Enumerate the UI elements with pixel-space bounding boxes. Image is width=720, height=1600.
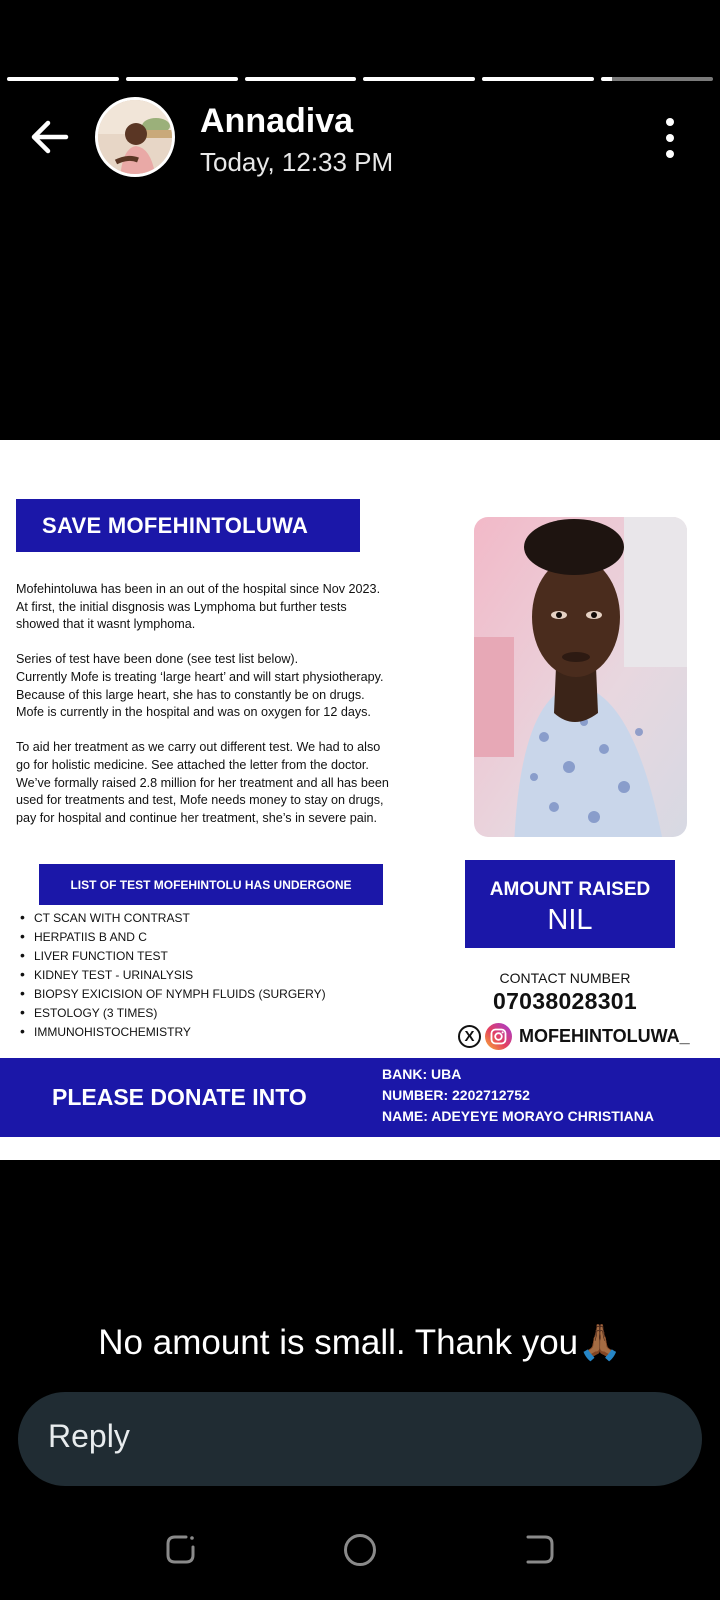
list-item: • BIOPSY EXICISION OF NYMPH FLUIDS (SURGERY)	[20, 984, 326, 1003]
poster-paragraph: To aid her treatment as we carry out different test. We had to also go for holistic medicine. See attached the letter from the doctor. We’ve formally raised 2.8 million for her treatment and all has been used for treatments and test, Mofe needs money to stay on drugs, pay for hospital and continue her treatment, she’s in severe pain.	[16, 740, 389, 825]
progress-segment	[245, 77, 357, 81]
list-item: • KIDNEY TEST - URINALYSIS	[20, 965, 326, 984]
home-button[interactable]	[335, 1525, 385, 1575]
back-arrow-icon	[26, 114, 72, 160]
bank-line: BANK: UBA	[382, 1066, 462, 1082]
poster-body	[16, 581, 434, 845]
status-image	[0, 440, 720, 1160]
contact-number: 07038028301	[492, 988, 637, 1014]
home-icon	[335, 1525, 385, 1575]
list-item: • ESTOLOGY (3 TIMES)	[20, 1003, 326, 1022]
social-handle-row	[458, 1023, 690, 1050]
test-list	[20, 908, 326, 1041]
bank-details	[382, 1064, 654, 1127]
x-logo-icon: X	[458, 1025, 481, 1048]
recents-icon	[156, 1525, 206, 1575]
reply-placeholder: Reply	[48, 1418, 130, 1454]
more-vert-icon	[666, 118, 674, 126]
contact-name: Annadiva	[200, 102, 354, 140]
instagram-icon	[485, 1023, 512, 1050]
reply-input[interactable]	[18, 1392, 702, 1486]
back-nav-icon	[514, 1525, 564, 1575]
status-caption: No amount is small. Thank you🙏🏾	[98, 1323, 622, 1362]
amount-label: AMOUNT RAISED	[489, 879, 651, 900]
avatar-image	[98, 100, 175, 177]
list-item: • HERPATIIS B AND C	[20, 927, 326, 946]
back-nav-button[interactable]	[514, 1525, 564, 1575]
avatar[interactable]	[95, 97, 175, 177]
progress-segment-active	[601, 77, 713, 81]
poster-paragraph: Mofehintoluwa has been in an out of the hospital since Nov 2023. At first, the initial disgnosis was Lymphoma but further tests showed that it wasnt lymphoma.	[16, 582, 381, 632]
poster-paragraph: Series of test have been done (see test list below). Currently Mofe is treating ‘large heart’ and will start physiotherapy. Because of this large heart, she has to constantly be on drugs. Mofe is currently in the hospital and was on oxygen for 12 days.	[16, 652, 384, 720]
story-progress	[7, 77, 713, 81]
progress-segment	[126, 77, 238, 81]
donate-band	[0, 1058, 720, 1137]
progress-segment	[482, 77, 594, 81]
bank-line: NUMBER: 2202712752	[382, 1087, 530, 1103]
bank-line: NAME: ADEYEYE MORAYO CHRISTIANA	[382, 1108, 654, 1124]
patient-photo	[474, 517, 687, 837]
poster-title: SAVE MOFEHINTOLUWA	[16, 499, 360, 552]
posted-time: Today, 12:33 PM	[200, 147, 394, 177]
list-item: • CT SCAN WITH CONTRAST	[20, 908, 326, 927]
progress-segment	[7, 77, 119, 81]
progress-segment	[363, 77, 475, 81]
donate-label: PLEASE DONATE INTO	[52, 1084, 307, 1110]
amount-value: NIL	[547, 904, 593, 936]
amount-raised-box	[465, 860, 675, 948]
list-item: • LIVER FUNCTION TEST	[20, 946, 326, 965]
contact-label: CONTACT NUMBER	[499, 970, 631, 986]
more-options-button[interactable]	[664, 118, 676, 158]
back-button[interactable]	[26, 114, 72, 160]
list-item: • IMMUNOHISTOCHEMISTRY	[20, 1022, 326, 1041]
social-handle: MOFEHINTOLUWA_	[519, 1026, 690, 1046]
system-nav-bar	[0, 1525, 720, 1581]
test-list-title: LIST OF TEST MOFEHINTOLU HAS UNDERGONE	[39, 864, 383, 905]
recents-button[interactable]	[156, 1525, 206, 1575]
